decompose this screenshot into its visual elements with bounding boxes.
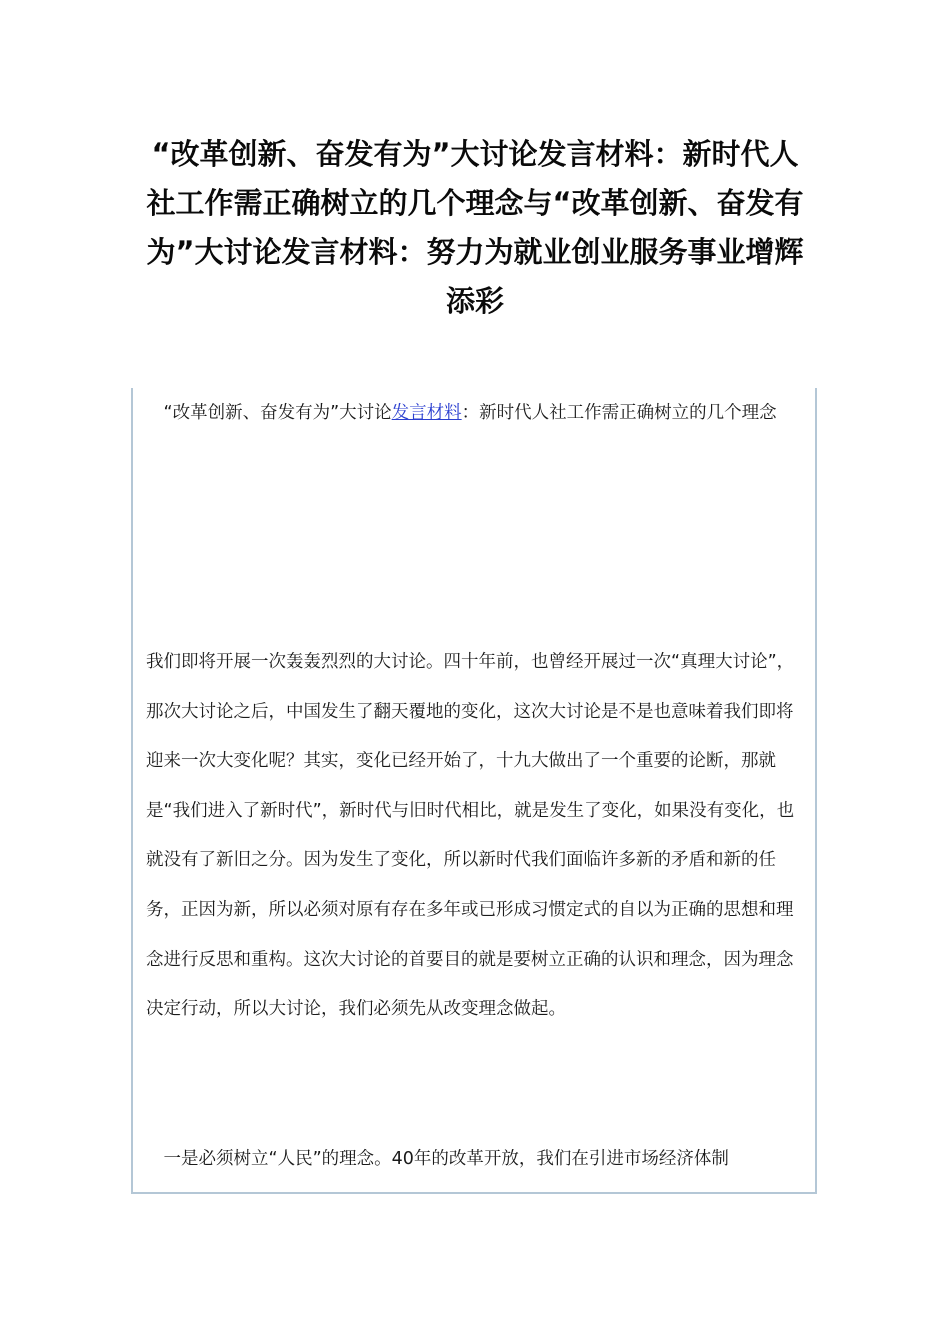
document-title: “改革创新、奋发有为”大讨论发言材料：新时代人社工作需正确树立的几个理念与“改革创新、奋发有为”大讨论发言材料：努力为就业创业服务事业增辉添彩 <box>146 137 804 318</box>
speech-material-link[interactable]: 发言材料 <box>391 403 462 423</box>
body-paragraph: 我们即将开展一次轰轰烈烈的大讨论。四十年前，也曾经开展过一次“真理大讨论”，那次大讨论之后，中国发生了翻天覆地的变化，这次大讨论是不是也意味着我们即将迎来一次大变化呢？其实，变化已经开始了，十九大做出了一个重要的论断，那就是“我们进入了新时代”，新时代与旧时代相比，就是发生了变化，如果没有变化，也就没有了新旧之分。因为发生了变化，所以新时代我们面临许多新的矛盾和新的任务，正因为新，所以必须对原有存在多年或已形成习惯定式的自以为正确的思想和理念进行反思和重构。这次大讨论的首要目的就是要树立正确的认识和理念，因为理念决定行动，所以大讨论，我们必须先从改变理念做起。 <box>146 652 795 1020</box>
intro-text-after-link: ：新时代人社工作需正确树立的几个理念 <box>461 403 777 423</box>
intro-paragraph <box>146 389 806 439</box>
content-frame <box>131 388 817 1194</box>
point-paragraph: 一是必须树立“人民”的理念。40年的改革开放，我们在引进市场经济体制 <box>163 1149 729 1169</box>
intro-text-before-link: “改革创新、奋发有为”大讨论 <box>163 403 392 423</box>
